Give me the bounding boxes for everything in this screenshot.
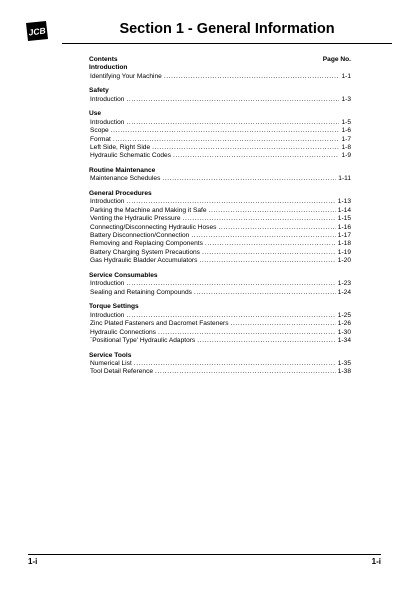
toc-entry-page: 1-17 — [337, 232, 351, 240]
toc-dot-leader — [231, 320, 336, 328]
toc-section-title: Routine Maintenance — [89, 167, 156, 175]
toc-entry-page: 1-1 — [341, 72, 351, 80]
header-divider — [62, 43, 392, 44]
toc-entry[interactable] — [89, 289, 351, 297]
toc-entry[interactable] — [89, 240, 351, 248]
toc-entry[interactable] — [89, 207, 351, 215]
toc-entry[interactable] — [89, 337, 351, 345]
logo-text: JCB — [27, 25, 47, 38]
toc-entry-page: 1-6 — [341, 127, 351, 135]
table-of-contents — [89, 56, 351, 383]
toc-dot-leader — [126, 119, 339, 127]
toc-dot-leader — [202, 249, 336, 257]
toc-section — [89, 190, 351, 266]
toc-entry[interactable] — [89, 175, 351, 183]
toc-entry-label: Removing and Replacing Components — [90, 240, 203, 248]
toc-dot-leader — [191, 232, 335, 240]
toc-dot-leader — [126, 96, 339, 104]
toc-entry-page: 1-30 — [337, 328, 351, 336]
toc-entry-label: Battery Charging System Precautions — [90, 248, 200, 256]
toc-dot-leader — [113, 136, 340, 144]
footer-divider — [28, 554, 381, 555]
toc-entry-page: 1-7 — [341, 135, 351, 143]
toc-entry-label: Sealing and Retaining Compounds — [90, 288, 192, 296]
footer-page-number-left: 1-i — [28, 557, 38, 566]
toc-entry-label: Format — [90, 135, 111, 143]
toc-entry[interactable] — [89, 215, 351, 223]
toc-entry-page: 1-16 — [337, 223, 351, 231]
toc-entry-page: 1-26 — [337, 320, 351, 328]
toc-dot-leader — [205, 240, 336, 248]
toc-entry-page: 1-24 — [337, 288, 351, 296]
toc-entry-label: Hydraulic Schematic Codes — [90, 152, 171, 160]
toc-section — [89, 303, 351, 345]
toc-header — [89, 56, 351, 64]
toc-dot-leader — [126, 198, 335, 206]
toc-dot-leader — [126, 280, 335, 288]
toc-dot-leader — [134, 360, 336, 368]
toc-section — [89, 272, 351, 297]
toc-dot-leader — [126, 312, 335, 320]
toc-dot-leader — [158, 329, 336, 337]
toc-entry-page: 1-5 — [341, 118, 351, 126]
toc-section — [89, 352, 351, 377]
toc-entry[interactable] — [89, 360, 351, 368]
jcb-logo — [24, 20, 50, 42]
toc-entry-page: 1-8 — [341, 144, 351, 152]
toc-entry-page: 1-14 — [337, 206, 351, 214]
toc-entry-page: 1-13 — [337, 198, 351, 206]
toc-dot-leader — [173, 152, 339, 160]
toc-section-title: Torque Settings — [89, 303, 139, 311]
toc-entry[interactable] — [89, 224, 351, 232]
toc-entry[interactable] — [89, 280, 351, 288]
toc-dot-leader — [218, 224, 335, 232]
toc-section-title: General Procedures — [89, 190, 152, 198]
toc-dot-leader — [183, 215, 336, 223]
toc-entry-page: 1-19 — [337, 248, 351, 256]
toc-entry-label: Battery Disconnection/Connection — [90, 232, 190, 240]
toc-entry-page: 1-9 — [341, 152, 351, 160]
toc-entry-page: 1-38 — [337, 368, 351, 376]
toc-dot-leader — [197, 337, 336, 345]
toc-entry-label: Scope — [90, 127, 109, 135]
toc-section — [89, 64, 351, 81]
toc-entry[interactable] — [89, 320, 351, 328]
toc-section-title: Use — [89, 110, 102, 118]
toc-section-title: Service Consumables — [89, 271, 158, 279]
toc-entry-page: 1-3 — [341, 95, 351, 103]
toc-body — [89, 64, 351, 376]
toc-entry-label: Connecting/Disconnecting Hydraulic Hoses — [90, 223, 217, 231]
toc-entry-label: Hydraulic Connections — [90, 328, 156, 336]
toc-section — [89, 167, 351, 184]
toc-entry-page: 1-11 — [338, 175, 351, 183]
toc-entry-label: Introduction — [90, 198, 125, 206]
toc-entry-page: 1-15 — [337, 215, 351, 223]
toc-dot-leader — [152, 144, 339, 152]
toc-entry-label: Identifying Your Machine — [90, 72, 162, 80]
toc-dot-leader — [155, 368, 336, 376]
toc-entry[interactable] — [89, 198, 351, 206]
toc-entry-page: 1-23 — [337, 280, 351, 288]
toc-entry[interactable] — [89, 232, 351, 240]
toc-entry[interactable] — [89, 144, 351, 152]
toc-entry-label: Introduction — [90, 280, 125, 288]
toc-entry-label: Introduction — [90, 311, 125, 319]
footer-page-number-right: 1-i — [371, 557, 381, 566]
toc-dot-leader — [194, 289, 336, 297]
toc-dot-leader — [199, 257, 335, 265]
toc-entry-label: Introduction — [90, 118, 125, 126]
toc-entry-label: Maintenance Schedules — [90, 175, 161, 183]
toc-section — [89, 110, 351, 160]
toc-entry[interactable] — [89, 119, 351, 127]
toc-entry-label: Tool Detail Reference — [90, 368, 154, 376]
toc-entry[interactable] — [89, 152, 351, 160]
toc-dot-leader — [164, 73, 340, 81]
toc-section — [89, 87, 351, 104]
toc-entry[interactable] — [89, 96, 351, 104]
toc-section-title: Introduction — [89, 64, 128, 72]
toc-section-title: Service Tools — [89, 351, 132, 359]
toc-entry[interactable] — [89, 257, 351, 265]
toc-entry[interactable] — [89, 368, 351, 376]
toc-entry-page: 1-25 — [337, 311, 351, 319]
toc-entry-page: 1-20 — [337, 257, 351, 265]
toc-entry-page: 1-35 — [337, 359, 351, 367]
toc-entry-label: Left Side, Right Side — [90, 144, 151, 152]
toc-entry[interactable] — [89, 127, 351, 135]
toc-section-title: Safety — [89, 87, 109, 95]
toc-entry[interactable] — [89, 73, 351, 81]
toc-entry-label: `Positional Type' Hydraulic Adaptors — [90, 336, 196, 344]
toc-entry-label: Introduction — [90, 95, 125, 103]
toc-entry[interactable] — [89, 312, 351, 320]
toc-dot-leader — [162, 175, 336, 183]
toc-entry[interactable] — [89, 329, 351, 337]
toc-entry-label: Numerical List — [90, 359, 132, 367]
toc-entry-label: Zinc Plated Fasteners and Dacromet Fasteners — [90, 320, 229, 328]
toc-entry-label: Parking the Machine and Making it Safe — [90, 206, 207, 214]
toc-dot-leader — [209, 207, 336, 215]
toc-entry-label: Venting the Hydraulic Pressure — [90, 215, 181, 223]
toc-entry-label: Gas Hydraulic Bladder Accumulators — [90, 257, 198, 265]
toc-entry-page: 1-34 — [337, 336, 351, 344]
contents-label: Contents — [89, 56, 118, 63]
page-number-label: Page No. — [322, 56, 351, 63]
toc-entry[interactable] — [89, 136, 351, 144]
toc-entry[interactable] — [89, 249, 351, 257]
page-title: Section 1 - General Information — [119, 21, 335, 37]
toc-entry-page: 1-18 — [337, 240, 351, 248]
toc-dot-leader — [111, 127, 340, 135]
